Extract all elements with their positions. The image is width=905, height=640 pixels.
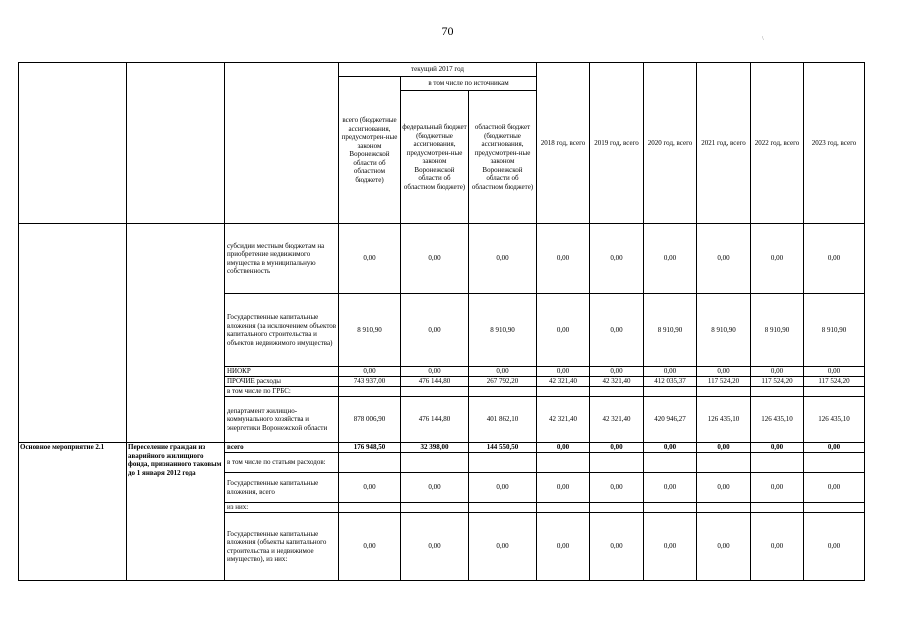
row-label: субсидии местным бюджетам на приобретение недвижимого имущества в муниципальную собственность (225, 224, 339, 294)
cell-value: 0,00 (401, 473, 469, 503)
cell-value: 0,00 (537, 443, 590, 453)
header-by-sources: в том числе по источникам (401, 77, 537, 91)
cell-value: 0,00 (697, 443, 751, 453)
cell-value: 0,00 (697, 224, 751, 294)
cell-value: 0,00 (804, 224, 865, 294)
row-label: в том числе по статьям расходов: (225, 453, 339, 473)
cell-value: 0,00 (590, 443, 644, 453)
row-label: ПРОЧИЕ расходы (225, 377, 339, 387)
cell-value: 126 435,10 (751, 397, 804, 443)
cell-value: 117 524,20 (804, 377, 865, 387)
event-title: Переселение граждан из аварийного жилищного фонда, признанного таковым до 1 января 2012 года (127, 443, 225, 581)
cell-value: 0,00 (751, 224, 804, 294)
cell-value: 420 946,27 (644, 397, 697, 443)
row-label: Государственные капитальные вложения (объекты капитального строительства и недвижимое имущество), из них: (225, 513, 339, 581)
cell-value: 0,00 (401, 513, 469, 581)
header-2022: 2022 год, всего (751, 63, 804, 224)
cell-value: 0,00 (644, 443, 697, 453)
cell-value: 0,00 (590, 224, 644, 294)
header-federal: федеральный бюджет (бюджетные ассигнования, предусмотрен-ные законом Воронежской области об областном бюджете) (401, 91, 469, 224)
cell-value: 8 910,90 (804, 294, 865, 367)
cell-value: 126 435,10 (804, 397, 865, 443)
cell-value: 0,00 (537, 473, 590, 503)
cell-value: 0,00 (401, 224, 469, 294)
cell-value: 0,00 (644, 473, 697, 503)
cell-value: 0,00 (751, 443, 804, 453)
cell-value: 412 035,37 (644, 377, 697, 387)
cell-value: 144 550,50 (469, 443, 537, 453)
cell-value: 0,00 (644, 224, 697, 294)
cell-value: 0,00 (401, 367, 469, 377)
row-label: в том числе по ГРБС: (225, 387, 339, 397)
cell-value: 0,00 (697, 513, 751, 581)
cell-value: 42 321,40 (590, 397, 644, 443)
cell-value: 0,00 (469, 473, 537, 503)
header-2020: 2020 год, всего (644, 63, 697, 224)
cell-value: 176 948,50 (339, 443, 401, 453)
cell-value: 0,00 (537, 367, 590, 377)
page-number: 70 (441, 24, 454, 38)
cell-value: 0,00 (339, 367, 401, 377)
cell-value: 0,00 (804, 473, 865, 503)
header-regional: областной бюджет (бюджетные ассигнования, предусмотрен-ные законом Воронежской области об областном бюджете) (469, 91, 537, 224)
cell-value: 8 910,90 (751, 294, 804, 367)
cell-value: 8 910,90 (644, 294, 697, 367)
cell-value: 0,00 (590, 513, 644, 581)
cell-value: 0,00 (804, 443, 865, 453)
cell-value: 117 524,20 (751, 377, 804, 387)
row-label: Государственные капитальные вложения (за исключением объектов капитального строительства и объектов недвижимого имущества) (225, 294, 339, 367)
cell-value: 42 321,40 (590, 377, 644, 387)
cell-value: 0,00 (644, 513, 697, 581)
cell-value: 0,00 (751, 513, 804, 581)
row-label: из них: (225, 503, 339, 513)
cell-value: 8 910,90 (339, 294, 401, 367)
cell-value: 42 321,40 (537, 397, 590, 443)
cell-value: 476 144,80 (401, 397, 469, 443)
cell-value: 0,00 (469, 367, 537, 377)
cell-value: 0,00 (644, 367, 697, 377)
cell-value: 0,00 (590, 294, 644, 367)
cell-value: 0,00 (339, 224, 401, 294)
cell-value: 743 937,00 (339, 377, 401, 387)
row-label: Государственные капитальные вложения, всего (225, 473, 339, 503)
cell-value: 401 862,10 (469, 397, 537, 443)
scan-mark: \ (762, 36, 764, 42)
event-code: Основное мероприятие 2.1 (19, 443, 127, 581)
header-2021: 2021 год, всего (697, 63, 751, 224)
row-label: департамент жилищно-коммунального хозяйства и энергетики Воронежской области (225, 397, 339, 443)
cell-value: 8 910,90 (469, 294, 537, 367)
cell-value: 0,00 (697, 367, 751, 377)
header-current-year: текущий 2017 год (339, 63, 537, 77)
cell-value: 476 144,80 (401, 377, 469, 387)
header-2023: 2023 год, всего (804, 63, 865, 224)
table-row (19, 443, 865, 453)
row-label: всего (225, 443, 339, 453)
cell-value: 0,00 (804, 367, 865, 377)
cell-value: 0,00 (339, 473, 401, 503)
budget-table (18, 62, 865, 581)
cell-value: 0,00 (590, 473, 644, 503)
row-label: НИОКР (225, 367, 339, 377)
cell-value: 8 910,90 (697, 294, 751, 367)
cell-value: 0,00 (751, 473, 804, 503)
cell-value: 126 435,10 (697, 397, 751, 443)
cell-value: 0,00 (401, 294, 469, 367)
cell-value: 878 006,90 (339, 397, 401, 443)
cell-value: 0,00 (804, 513, 865, 581)
cell-value: 117 524,20 (697, 377, 751, 387)
cell-value: 0,00 (751, 367, 804, 377)
cell-value: 0,00 (339, 513, 401, 581)
cell-value: 32 398,00 (401, 443, 469, 453)
table-row (19, 224, 865, 294)
cell-value: 0,00 (469, 224, 537, 294)
cell-value: 0,00 (537, 224, 590, 294)
cell-value: 42 321,40 (537, 377, 590, 387)
cell-value: 0,00 (590, 367, 644, 377)
cell-value: 267 792,20 (469, 377, 537, 387)
cell-value: 0,00 (537, 294, 590, 367)
header-total: всего (бюджетные ассигнования, предусмотрен-ные законом Воронежской области об областном бюджете) (339, 77, 401, 224)
cell-value: 0,00 (537, 513, 590, 581)
header-2018: 2018 год, всего (537, 63, 590, 224)
cell-value: 0,00 (469, 513, 537, 581)
cell-value: 0,00 (697, 473, 751, 503)
header-2019: 2019 год, всего (590, 63, 644, 224)
